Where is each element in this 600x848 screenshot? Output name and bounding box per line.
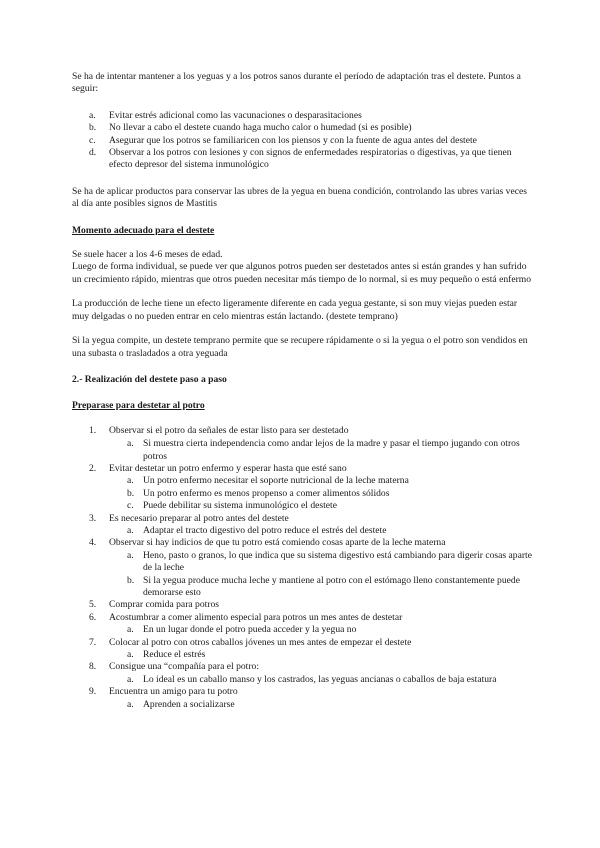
point-item: a. Evitar estrés adicional como las vacunaciones o desparasitaciones [89, 109, 362, 121]
step-item: 9. Encuentra un amigo para tu potro a. Aprenden a socializarse [72, 686, 532, 711]
moment-paragraph: Se suele hacer a los 4-6 meses de edad. [72, 249, 223, 261]
point-item: b. No llevar a cabo el destete cuando haga mucho calor o humedad (si es posible) [89, 122, 412, 134]
udder-paragraph: Se ha de aplicar productos para conservar las ubres de la yegua en buena condición, controlando las ubres varias veces al día ante posibles signos de Mastitis [72, 185, 527, 210]
step-subitem: a. Adaptar el tracto digestivo del potro reduce el estrés del destete [127, 524, 387, 536]
step-item: 1. Observar si el potro da señales de estar listo para ser destetado a. Si muestra cierta independencia como andar lejos de la madre y pasar el tiempo jugando con otros potros [72, 425, 532, 463]
point-item: c. Asegurar que los potros se familiaricen con los piensos y con la fuente de agua antes del destete [89, 134, 477, 146]
step-subitem: a. Lo ideal es un caballo manso y los castrados, las yeguas ancianas o caballos de baja estatura [127, 673, 497, 685]
step-item: 4. Observar si hay indicios de que tu potro está comiendo cosas aparte de la leche materna a. Heno, pasto o granos, lo que indica que su sistema digestivo está cambiando para digerir cosas aparte de la leche b. Si la yegua produce mucha leche y mantiene al potro con el estómago lleno constantemente puede demorarse esto [89, 537, 532, 598]
moment-paragraph: Luego de forma individual, se puede ver que algunos potros pueden ser destetados antes si están grandes y han sufrido un crecimiento rápido, mientras que otros pueden necesitar más tiempo de lo normal, si es muy pequeño o está enfermo [72, 261, 532, 285]
section-heading: 2.- Realización del destete paso a paso [72, 373, 227, 385]
milk-paragraph: La producción de leche tiene un efecto ligeramente diferente en cada yegua gestante, si son muy viejas pueden estar muy delgadas o no pueden entrar en celo mientras están lactando. (destete temprano) [72, 298, 518, 322]
sub-heading: Preparase para destetar al potro [72, 400, 205, 412]
step-item: 3. Es necesario preparar al potro antes del destete a. Adaptar el tracto digestivo del potro reduce el estrés del destete [72, 513, 532, 538]
step-item: 8. Consigue una “compañía para el potro: a. Lo ideal es un caballo manso y los castrados, las yeguas ancianas o caballos de baja estatura [72, 661, 532, 686]
points-list [72, 110, 532, 172]
competition-paragraph: Si la yegua compite, un destete temprano permite que se recupere rápidamente o si la yegua o el potro son vendidos en una subasta o trasladados a otra yeguada [72, 335, 528, 359]
step-item: 7. Colocar al potro con otros caballos jóvenes un mes antes de empezar el destete a. Reduce el estrés [72, 637, 532, 662]
step-subitem: a. Si muestra cierta independencia como andar lejos de la madre y pasar el tiempo jugando con otros potros [127, 438, 520, 462]
document-content [72, 71, 532, 711]
step-subitem: a. Heno, pasto o granos, lo que indica que su sistema digestivo está cambiando para digerir cosas aparte de la leche [127, 549, 532, 574]
step-subitem: b. Un potro enfermo es menos propenso a comer alimentos sólidos [127, 487, 390, 499]
steps-list [72, 425, 532, 711]
step-item: 5. Comprar comida para potros [89, 599, 220, 611]
intro-paragraph: Se ha de intentar mantener a los yeguas y a los potros sanos durante el período de adaptación tras el destete. Puntos a seguir: [72, 71, 521, 95]
step-subitem: c. Puede debilitar su sistema inmunológico el destete [127, 500, 337, 512]
step-subitem: a. Un potro enfermo necesitar el soporte nutricional de la leche materna [127, 475, 409, 487]
section-heading: Momento adecuado para el destete [72, 224, 215, 236]
step-subitem: b. Si la yegua produce mucha leche y mantiene al potro con el estómago lleno constantemente puede demorarse esto [127, 574, 520, 598]
step-subitem: a. Reduce el estrés [127, 649, 206, 661]
step-item: 2. Evitar destetar un potro enfermo y esperar hasta que esté sano a. Un potro enfermo necesitar el soporte nutricional de la leche materna b. Un potro enfermo es menos propenso a comer alimentos sólidos c. Puede debilitar su sistema inmunológico el destete [72, 463, 532, 513]
point-item: d. Observar a los potros con lesiones y con signos de enfermedades respiratorias o digestivas, ya que tienen efecto depresor del sistema inmunológico [89, 147, 512, 171]
step-subitem: a. En un lugar donde el potro pueda acceder y la yegua no [127, 624, 357, 636]
step-item: 6. Acostumbrar a comer alimento especial para potros un mes antes de destetar a. En un lugar donde el potro pueda acceder y la yegua no [72, 612, 532, 637]
step-subitem: a. Aprenden a socializarse [127, 698, 235, 710]
